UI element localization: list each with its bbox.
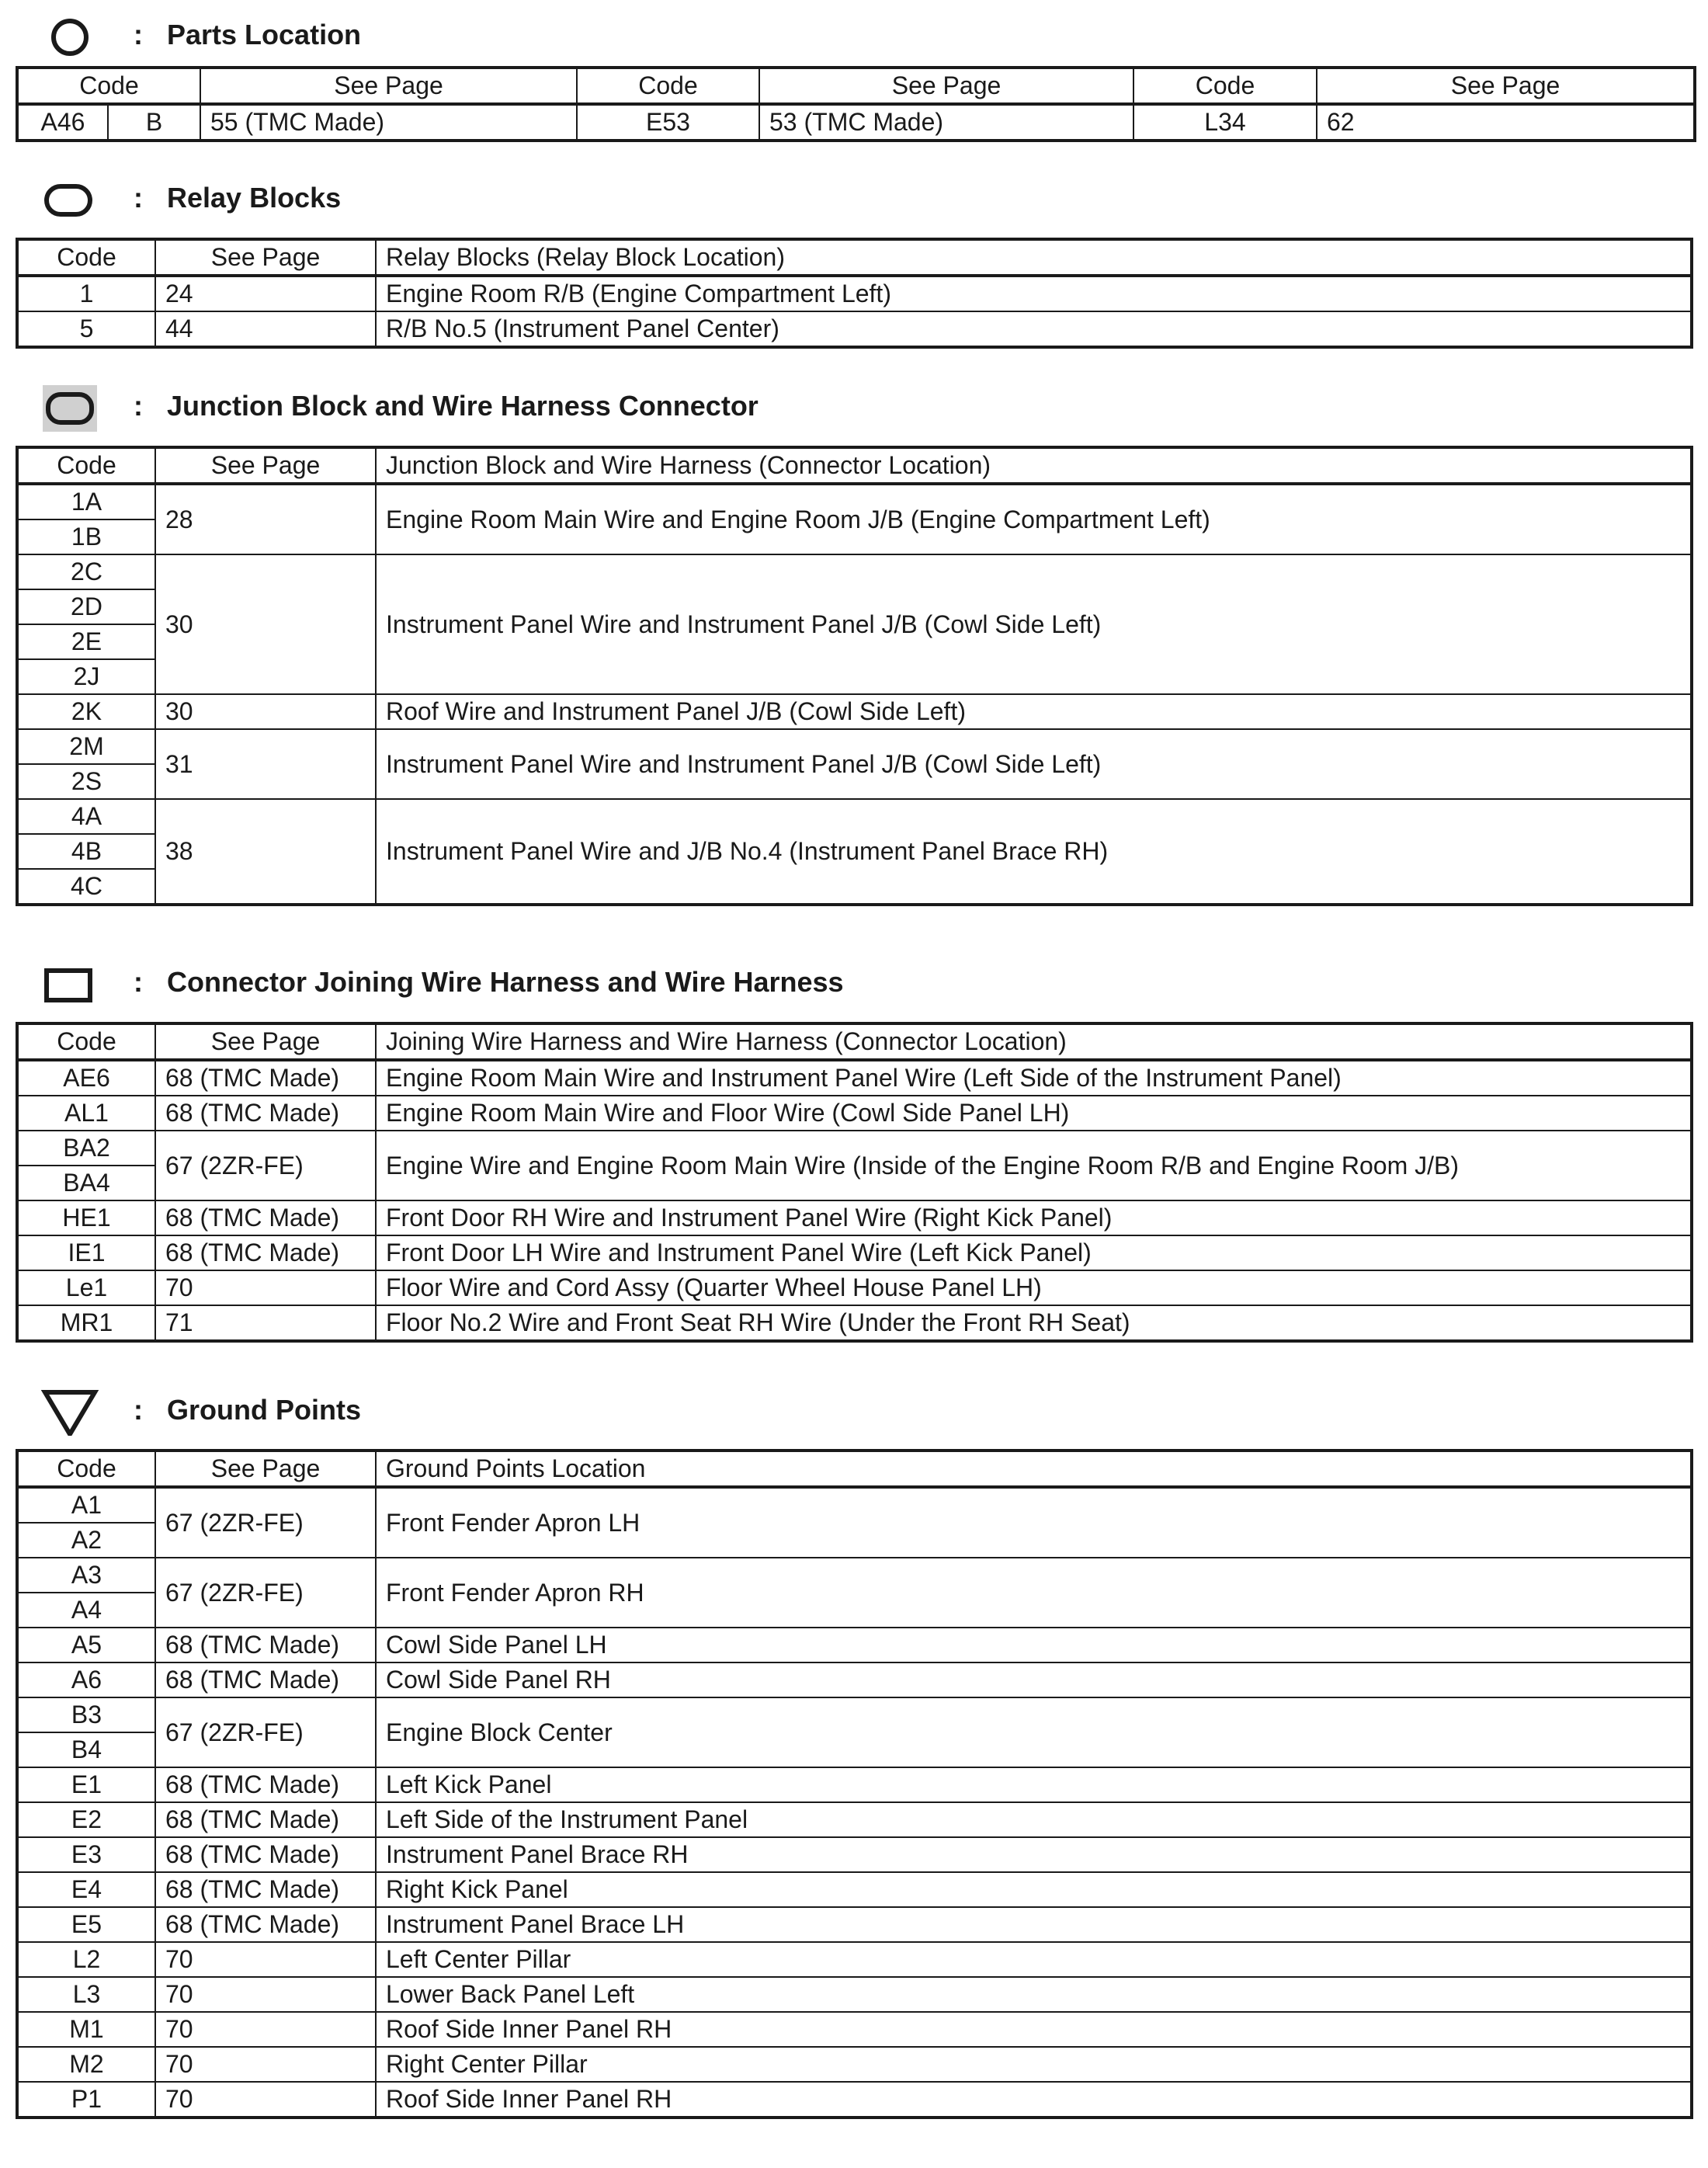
- page-cell: 70: [155, 2082, 376, 2118]
- code-cell: B3: [17, 1697, 155, 1732]
- shaded-rounded-rectangle-symbol-icon: [39, 385, 101, 432]
- page-cell: 71: [155, 1305, 376, 1341]
- header-cell: Code: [17, 1023, 155, 1060]
- table-body: [17, 1487, 1692, 2118]
- code-cell: BA2: [17, 1131, 155, 1166]
- table-row: [17, 1487, 1692, 1523]
- table-body: [17, 1060, 1692, 1341]
- page-cell: 68 (TMC Made): [155, 1235, 376, 1270]
- page-cell: 70: [155, 1942, 376, 1977]
- code-cell: 4C: [17, 869, 155, 905]
- table-row: [17, 484, 1692, 519]
- heading-colon: :: [134, 19, 143, 50]
- code-cell: 5: [17, 311, 155, 347]
- header-cell: Code: [17, 239, 155, 276]
- page-cell: 62: [1317, 104, 1695, 141]
- code-cell: 1B: [17, 519, 155, 554]
- table-row: [17, 104, 1695, 141]
- table-row: [17, 2047, 1692, 2082]
- header-cell: See Page: [200, 68, 577, 104]
- description-cell: Roof Side Inner Panel RH: [376, 2082, 1692, 2118]
- table-row: [17, 2012, 1692, 2047]
- table-row: [17, 1872, 1692, 1907]
- code-cell: B4: [17, 1732, 155, 1767]
- heading-colon: :: [134, 182, 143, 214]
- page-cell: 70: [155, 1977, 376, 2012]
- circle-symbol-icon: [39, 14, 101, 61]
- description-cell: Instrument Panel Wire and Instrument Panel J/B (Cowl Side Left): [376, 554, 1692, 694]
- code-cell: 4B: [17, 834, 155, 869]
- description-cell: Engine Block Center: [376, 1697, 1692, 1767]
- table-row: [17, 1802, 1692, 1837]
- page-cell: 24: [155, 276, 376, 311]
- page-cell: 55 (TMC Made): [200, 104, 577, 141]
- code-cell: BA4: [17, 1166, 155, 1200]
- page-cell: 68 (TMC Made): [155, 1872, 376, 1907]
- table-row: [17, 554, 1692, 589]
- header-cell: Code: [17, 68, 200, 104]
- square-symbol-icon: [39, 961, 101, 1008]
- table-row: [17, 1907, 1692, 1942]
- table-header-row: [17, 447, 1692, 484]
- code-cell: A4: [17, 1593, 155, 1628]
- page-cell: 38: [155, 799, 376, 905]
- table-body: [17, 484, 1692, 905]
- page-cell: 30: [155, 694, 376, 729]
- page-cell: 28: [155, 484, 376, 554]
- ground-points-heading: [0, 1381, 1708, 1444]
- table-row: [17, 311, 1692, 347]
- code-cell: E1: [17, 1767, 155, 1802]
- code-cell: A46: [17, 104, 108, 141]
- page-cell: 44: [155, 311, 376, 347]
- description-cell: Roof Wire and Instrument Panel J/B (Cowl Side Left): [376, 694, 1692, 729]
- description-cell: Engine Room Main Wire and Floor Wire (Cowl Side Panel LH): [376, 1096, 1692, 1131]
- description-cell: R/B No.5 (Instrument Panel Center): [376, 311, 1692, 347]
- heading-colon: :: [134, 1394, 143, 1426]
- description-cell: Instrument Panel Brace RH: [376, 1837, 1692, 1872]
- heading-colon: :: [134, 966, 143, 998]
- header-cell: See Page: [759, 68, 1133, 104]
- description-cell: Instrument Panel Wire and J/B No.4 (Instrument Panel Brace RH): [376, 799, 1692, 905]
- code-cell: A5: [17, 1628, 155, 1662]
- header-cell: Relay Blocks (Relay Block Location): [376, 239, 1692, 276]
- table-row: [17, 1096, 1692, 1131]
- code-cell: 2M: [17, 729, 155, 764]
- table-row: [17, 1558, 1692, 1593]
- heading-colon: :: [134, 390, 143, 422]
- junction-block-table: [16, 446, 1693, 906]
- sub-code-cell: B: [108, 104, 200, 141]
- ground-points-table: [16, 1449, 1693, 2119]
- page-cell: 70: [155, 2012, 376, 2047]
- description-cell: Floor Wire and Cord Assy (Quarter Wheel House Panel LH): [376, 1270, 1692, 1305]
- table-row: [17, 1235, 1692, 1270]
- code-cell: AL1: [17, 1096, 155, 1131]
- description-cell: Instrument Panel Wire and Instrument Panel J/B (Cowl Side Left): [376, 729, 1692, 799]
- code-cell: 2S: [17, 764, 155, 799]
- relay-blocks-heading: [0, 169, 1708, 231]
- description-cell: Floor No.2 Wire and Front Seat RH Wire (Under the Front RH Seat): [376, 1305, 1692, 1341]
- connector-joining-heading: [0, 954, 1708, 1016]
- description-cell: Front Fender Apron LH: [376, 1487, 1692, 1558]
- junction-block-heading: [0, 377, 1708, 440]
- page-cell: 68 (TMC Made): [155, 1628, 376, 1662]
- table-row: [17, 1697, 1692, 1732]
- page-cell: 70: [155, 1270, 376, 1305]
- code-cell: A2: [17, 1523, 155, 1558]
- relay-blocks-table: [16, 238, 1693, 349]
- header-cell: Junction Block and Wire Harness (Connector Location): [376, 447, 1692, 484]
- table-row: [17, 1767, 1692, 1802]
- page-cell: 67 (2ZR-FE): [155, 1558, 376, 1628]
- code-cell: MR1: [17, 1305, 155, 1341]
- code-cell: HE1: [17, 1200, 155, 1235]
- header-cell: Code: [577, 68, 759, 104]
- code-cell: E4: [17, 1872, 155, 1907]
- code-cell: E53: [577, 104, 759, 141]
- table-row: [17, 1628, 1692, 1662]
- code-cell: L3: [17, 1977, 155, 2012]
- section-title: Junction Block and Wire Harness Connector: [167, 390, 759, 422]
- page-cell: 70: [155, 2047, 376, 2082]
- table-header-row: [17, 68, 1695, 104]
- page-cell: 31: [155, 729, 376, 799]
- code-cell: E5: [17, 1907, 155, 1942]
- code-cell: AE6: [17, 1060, 155, 1096]
- code-cell: L34: [1133, 104, 1317, 141]
- description-cell: Lower Back Panel Left: [376, 1977, 1692, 2012]
- table-row: [17, 276, 1692, 311]
- table-row: [17, 1060, 1692, 1096]
- description-cell: Front Door RH Wire and Instrument Panel Wire (Right Kick Panel): [376, 1200, 1692, 1235]
- header-cell: Code: [1133, 68, 1317, 104]
- code-cell: 2C: [17, 554, 155, 589]
- description-cell: Left Kick Panel: [376, 1767, 1692, 1802]
- description-cell: Engine Wire and Engine Room Main Wire (Inside of the Engine Room R/B and Engine Room J/B): [376, 1131, 1692, 1200]
- triangle-symbol-icon: [39, 1389, 101, 1436]
- code-cell: L2: [17, 1942, 155, 1977]
- description-cell: Left Center Pillar: [376, 1942, 1692, 1977]
- page-cell: 30: [155, 554, 376, 694]
- table-row: [17, 799, 1692, 834]
- description-cell: Cowl Side Panel RH: [376, 1662, 1692, 1697]
- header-cell: See Page: [1317, 68, 1695, 104]
- code-cell: A6: [17, 1662, 155, 1697]
- section-title: Connector Joining Wire Harness and Wire Harness: [167, 966, 844, 998]
- table-row: [17, 1977, 1692, 2012]
- code-cell: E3: [17, 1837, 155, 1872]
- table-row: [17, 729, 1692, 764]
- code-cell: E2: [17, 1802, 155, 1837]
- header-cell: See Page: [155, 1023, 376, 1060]
- description-cell: Roof Side Inner Panel RH: [376, 2012, 1692, 2047]
- page-cell: 68 (TMC Made): [155, 1907, 376, 1942]
- table-row: [17, 1200, 1692, 1235]
- table-row: [17, 1270, 1692, 1305]
- table-row: [17, 1305, 1692, 1341]
- table-header-row: [17, 1451, 1692, 1487]
- description-cell: Right Kick Panel: [376, 1872, 1692, 1907]
- header-cell: See Page: [155, 447, 376, 484]
- section-title: Parts Location: [167, 19, 362, 50]
- page-cell: 53 (TMC Made): [759, 104, 1133, 141]
- code-cell: IE1: [17, 1235, 155, 1270]
- page-cell: 67 (2ZR-FE): [155, 1697, 376, 1767]
- code-cell: 4A: [17, 799, 155, 834]
- header-cell: Joining Wire Harness and Wire Harness (Connector Location): [376, 1023, 1692, 1060]
- table-row: [17, 1662, 1692, 1697]
- page-cell: 68 (TMC Made): [155, 1662, 376, 1697]
- description-cell: Right Center Pillar: [376, 2047, 1692, 2082]
- code-cell: M2: [17, 2047, 155, 2082]
- table-row: [17, 1837, 1692, 1872]
- code-cell: A1: [17, 1487, 155, 1523]
- table-row: [17, 1942, 1692, 1977]
- table-row: [17, 1131, 1692, 1166]
- page-cell: 67 (2ZR-FE): [155, 1131, 376, 1200]
- code-cell: 2K: [17, 694, 155, 729]
- page-cell: 68 (TMC Made): [155, 1837, 376, 1872]
- code-cell: 1: [17, 276, 155, 311]
- table-header-row: [17, 1023, 1692, 1060]
- description-cell: Front Fender Apron RH: [376, 1558, 1692, 1628]
- section-title: Relay Blocks: [167, 182, 342, 214]
- page-cell: 68 (TMC Made): [155, 1767, 376, 1802]
- description-cell: Engine Room Main Wire and Engine Room J/B (Engine Compartment Left): [376, 484, 1692, 554]
- header-cell: Code: [17, 447, 155, 484]
- description-cell: Cowl Side Panel LH: [376, 1628, 1692, 1662]
- table-row: [17, 694, 1692, 729]
- code-cell: 2J: [17, 659, 155, 694]
- table-header-row: [17, 239, 1692, 276]
- code-cell: 2D: [17, 589, 155, 624]
- header-cell: See Page: [155, 239, 376, 276]
- page-cell: 68 (TMC Made): [155, 1802, 376, 1837]
- section-title: Ground Points: [167, 1394, 361, 1426]
- header-cell: See Page: [155, 1451, 376, 1487]
- description-cell: Engine Room Main Wire and Instrument Panel Wire (Left Side of the Instrument Panel): [376, 1060, 1692, 1096]
- header-cell: Ground Points Location: [376, 1451, 1692, 1487]
- code-cell: A3: [17, 1558, 155, 1593]
- table-row: [17, 2082, 1692, 2118]
- header-cell: Code: [17, 1451, 155, 1487]
- code-cell: Le1: [17, 1270, 155, 1305]
- page-cell: 68 (TMC Made): [155, 1200, 376, 1235]
- description-cell: Instrument Panel Brace LH: [376, 1907, 1692, 1942]
- description-cell: Front Door LH Wire and Instrument Panel Wire (Left Kick Panel): [376, 1235, 1692, 1270]
- code-cell: P1: [17, 2082, 155, 2118]
- page-cell: 67 (2ZR-FE): [155, 1487, 376, 1558]
- code-cell: M1: [17, 2012, 155, 2047]
- parts-location-table: [16, 66, 1696, 142]
- parts-location-heading: [0, 6, 1708, 68]
- description-cell: Engine Room R/B (Engine Compartment Left): [376, 276, 1692, 311]
- page-cell: 68 (TMC Made): [155, 1096, 376, 1131]
- connector-joining-table: [16, 1022, 1693, 1343]
- description-cell: Left Side of the Instrument Panel: [376, 1802, 1692, 1837]
- code-cell: 2E: [17, 624, 155, 659]
- code-cell: 1A: [17, 484, 155, 519]
- rounded-rectangle-symbol-icon: [39, 177, 101, 224]
- page-cell: 68 (TMC Made): [155, 1060, 376, 1096]
